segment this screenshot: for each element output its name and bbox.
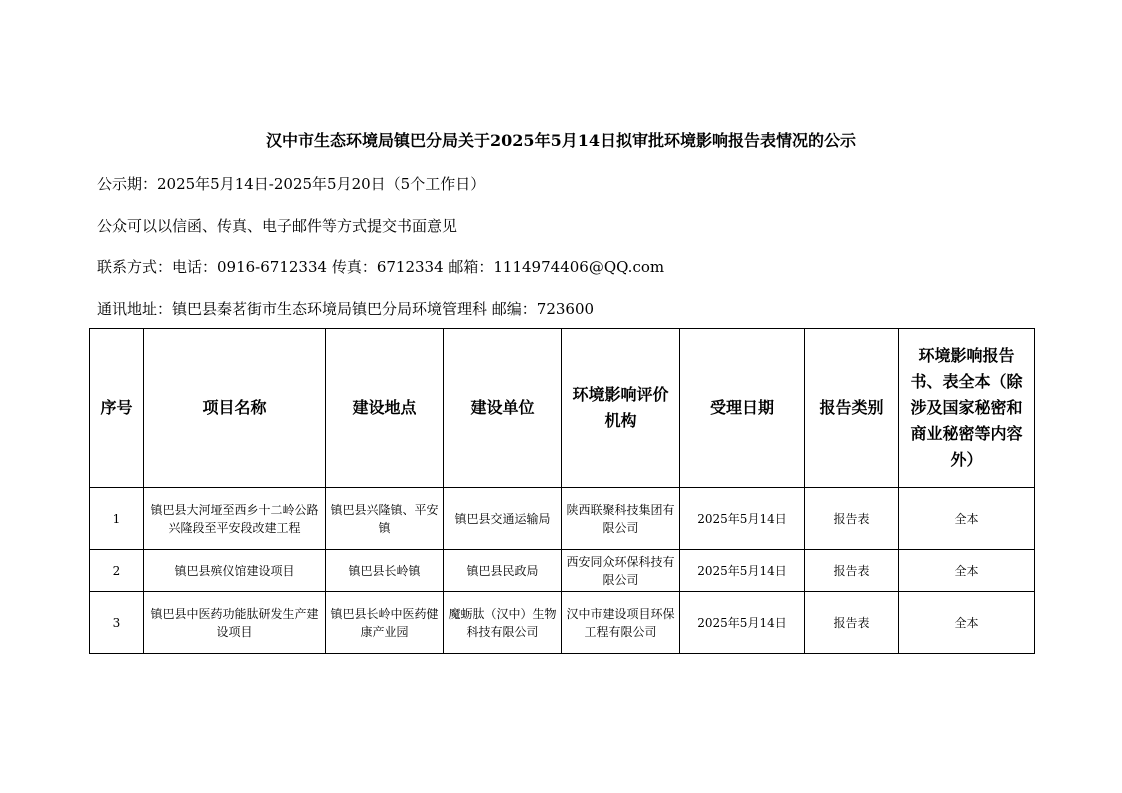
cell-eia-agency: 陕西联聚科技集团有限公司 xyxy=(562,488,680,550)
cell-location: 镇巴县长岭中医药健康产业园 xyxy=(326,592,444,654)
cell-project-name: 镇巴县中医药功能肽研发生产建设项目 xyxy=(144,592,326,654)
header-builder: 建设单位 xyxy=(444,329,562,488)
header-full-text: 环境影响报告书、表全本（除涉及国家秘密和商业秘密等内容外） xyxy=(899,329,1035,488)
cell-index: 3 xyxy=(90,592,144,654)
cell-report-type: 报告表 xyxy=(805,550,899,592)
header-location: 建设地点 xyxy=(326,329,444,488)
header-eia-agency: 环境影响评价机构 xyxy=(562,329,680,488)
header-accept-date: 受理日期 xyxy=(680,329,805,488)
cell-report-type: 报告表 xyxy=(805,592,899,654)
cell-index: 1 xyxy=(90,488,144,550)
mailing-address: 通讯地址：镇巴县秦茗街市生态环境局镇巴分局环境管理科 邮编：723600 xyxy=(97,300,595,318)
cell-builder: 镇巴县交通运输局 xyxy=(444,488,562,550)
table-header-row xyxy=(90,329,1035,488)
header-index: 序号 xyxy=(90,329,144,488)
cell-accept-date: 2025年5月14日 xyxy=(680,592,805,654)
cell-report-type: 报告表 xyxy=(805,488,899,550)
cell-builder: 镇巴县民政局 xyxy=(444,550,562,592)
contact-info: 联系方式：电话：0916-6712334 传真：6712334 邮箱：1114974406@QQ.com xyxy=(97,258,665,276)
feedback-note: 公众可以以信函、传真、电子邮件等方式提交书面意见 xyxy=(97,217,458,235)
cell-location: 镇巴县长岭镇 xyxy=(326,550,444,592)
cell-location: 镇巴县兴隆镇、平安镇 xyxy=(326,488,444,550)
cell-index: 2 xyxy=(90,550,144,592)
table-row xyxy=(90,592,1035,654)
cell-full-text: 全本 xyxy=(899,550,1035,592)
page-title: 汉中市生态环境局镇巴分局关于2025年5月14日拟审批环境影响报告表情况的公示 xyxy=(266,131,856,150)
projects-table xyxy=(89,328,1035,654)
header-project-name: 项目名称 xyxy=(144,329,326,488)
cell-project-name: 镇巴县大河垭至西乡十二岭公路兴隆段至平安段改建工程 xyxy=(144,488,326,550)
cell-full-text: 全本 xyxy=(899,488,1035,550)
cell-full-text: 全本 xyxy=(899,592,1035,654)
table-row xyxy=(90,488,1035,550)
notice-period: 公示期：2025年5月14日-2025年5月20日（5个工作日） xyxy=(97,175,486,193)
cell-builder: 魔蛎肽（汉中）生物科技有限公司 xyxy=(444,592,562,654)
cell-eia-agency: 汉中市建设项目环保工程有限公司 xyxy=(562,592,680,654)
cell-accept-date: 2025年5月14日 xyxy=(680,550,805,592)
cell-project-name: 镇巴县殡仪馆建设项目 xyxy=(144,550,326,592)
cell-eia-agency: 西安同众环保科技有限公司 xyxy=(562,550,680,592)
header-report-type: 报告类别 xyxy=(805,329,899,488)
table-row xyxy=(90,550,1035,592)
cell-accept-date: 2025年5月14日 xyxy=(680,488,805,550)
